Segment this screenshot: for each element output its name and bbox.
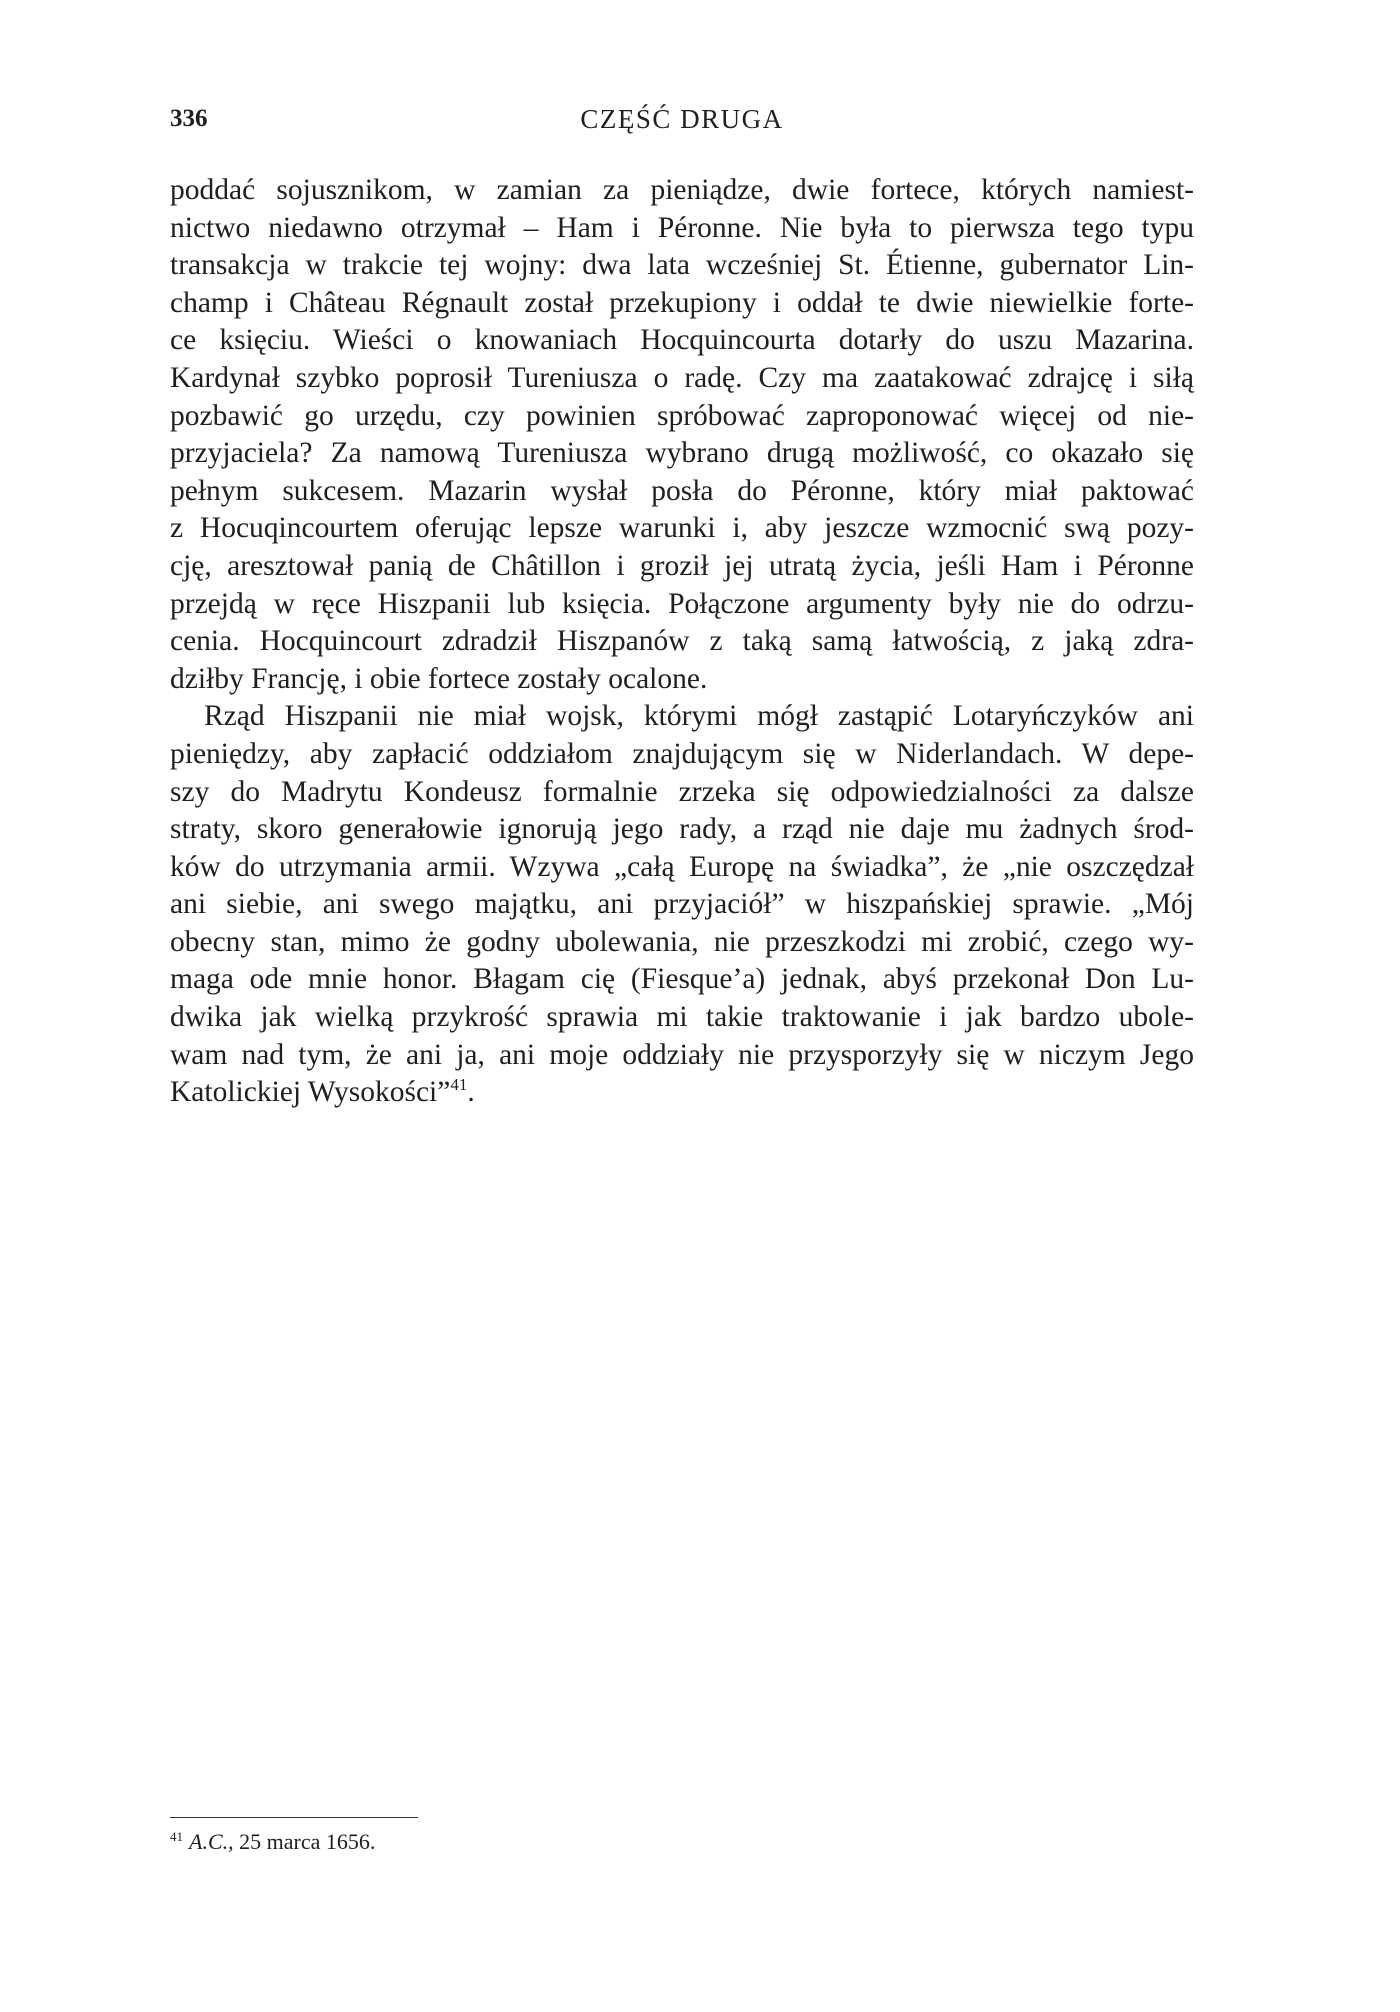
closing-punctuation: . (467, 1076, 475, 1109)
body-text (170, 172, 1194, 1112)
paragraph-2 (170, 698, 1194, 1112)
text-line: szy do Madrytu Kondeusz formalnie zrzeka się odpowiedzialności za dalsze (170, 775, 1194, 808)
text-line: transakcja w trakcie tej wojny: dwa lata wcześniej St. Étienne, gubernator Lin- (170, 249, 1194, 282)
text-line: pieniędzy, aby zapłacić oddziałom znajdującym się w Niderlandach. W depe- (170, 737, 1194, 770)
text-line: cję, aresztował panią de Châtillon i groził jej utratą życia, jeśli Ham i Péronne (170, 549, 1194, 582)
text-line-final (170, 1074, 1194, 1112)
text-line: cenia. Hocquincourt zdradził Hiszpanów z taką samą łatwością, z jaką zdra- (170, 625, 1194, 658)
page-number: 336 (170, 105, 208, 132)
text-line: z Hocuqincourtem oferując lepsze warunki i, aby jeszcze wzmocnić swą pozy- (170, 512, 1194, 545)
text-line: nictwo niedawno otrzymał – Ham i Péronne. Nie była to pierwsza tego typu (170, 211, 1194, 244)
text-line: Kardynał szybko poprosił Tureniusza o radę. Czy ma zaatakować zdrajcę i siłą (170, 361, 1194, 394)
final-line-text: Katolickiej Wysokości” (170, 1076, 451, 1109)
text-line: dziłby Francję, i obie fortece zostały ocalone. (170, 662, 708, 695)
text-line: pozbawić go urzędu, czy powinien spróbować zaproponować więcej od nie- (170, 399, 1194, 432)
text-line: poddać sojusznikom, w zamian za pieniądze, dwie fortece, których namiest- (170, 174, 1194, 206)
text-line: obecny stan, mimo że godny ubolewania, nie przeszkodzi mi zrobić, czego wy- (170, 925, 1194, 958)
running-title: CZĘŚĆ DRUGA (580, 104, 784, 134)
text-line: przyjaciela? Za namową Tureniusza wybrano drugą możliwość, co okazało się (170, 437, 1194, 470)
running-head (170, 102, 1194, 136)
paragraph-1 (170, 172, 1194, 698)
footnote-number: 41 (170, 1828, 183, 1844)
text-line: dwika jak wielką przykrość sprawia mi takie traktowanie i jak bardzo ubole- (170, 1001, 1194, 1034)
text-line: maga ode mnie honor. Błagam cię (Fiesque’a) jednak, abyś przekonał Don Lu- (170, 963, 1194, 996)
footnote-divider (170, 1817, 418, 1818)
text-line: champ i Château Régnault został przekupiony i oddał te dwie niewielkie forte- (170, 286, 1194, 319)
text-line: straty, skoro generałowie ignorują jego rady, a rząd nie daje mu żadnych środ- (170, 813, 1194, 846)
text-line: pełnym sukcesem. Mazarin wysłał posła do Péronne, który miał paktować (170, 474, 1194, 507)
text-line: ce księciu. Wieści o knowaniach Hocquincourta dotarły do uszu Mazarina. (170, 324, 1194, 357)
footnote (170, 1827, 1194, 1857)
footnote-source: A.C. (189, 1829, 229, 1854)
text-line: Rząd Hiszpanii nie miał wojsk, którymi mógł zastąpić Lotaryńczyków ani (204, 700, 1194, 733)
footnote-reference[interactable]: 41 (450, 1075, 468, 1095)
text-line: ani siebie, ani swego majątku, ani przyjaciół” w hiszpańskiej sprawie. „Mój (170, 888, 1194, 921)
footnote-text: , 25 marca 1656. (228, 1829, 376, 1854)
text-line: przejdą w ręce Hiszpanii lub księcia. Połączone argumenty były nie do odrzu- (170, 587, 1194, 620)
text-line: wam nad tym, że ani ja, ani moje oddziały nie przysporzyły się w niczym Jego (170, 1038, 1194, 1071)
text-line: ków do utrzymania armii. Wzywa „całą Europę na świadka”, że „nie oszczędzał (170, 850, 1194, 883)
